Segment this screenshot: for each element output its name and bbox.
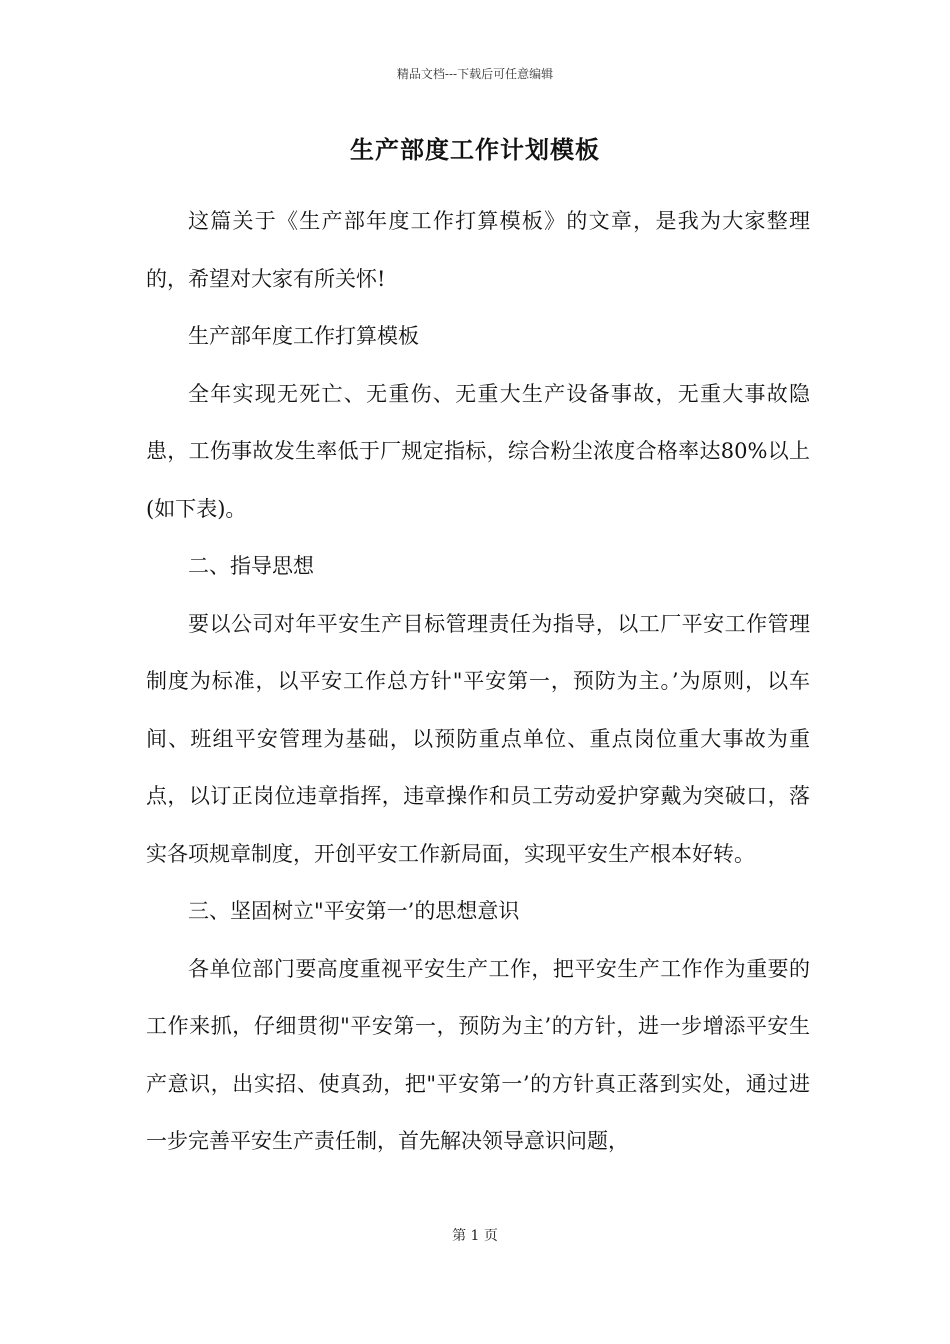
paragraph-subtitle: 生产部年度工作打算模板 xyxy=(188,324,419,348)
document-body xyxy=(146,193,810,1171)
page-header: 精品文档---下载后可任意编辑 xyxy=(396,67,554,81)
paragraph-safety-first: 各单位部门要高度重视平安生产工作，把平安生产工作作为重要的工作来抓，仔细贯彻"平安第一，预防为主’的方针，进一步增添平安生产意识，出实招、使真劲，把"平安第一’的方针真正落到实处，通过进一步完善平安生产责任制，首先解决领导意识问题， xyxy=(146,956,810,1153)
page-number: 第 1 页 xyxy=(452,1228,498,1244)
section-heading-safety-first: 三、坚固树立"平安第一’的思想意识 xyxy=(188,899,520,923)
paragraph-guiding-ideology: 要以公司对年平安生产目标管理责任为指导，以工厂平安工作管理制度为标准，以平安工作总方针"平安第一，预防为主。’为原则，以车间、班组平安管理为基础，以预防重点单位、重点岗位重大事故为重点，以订正岗位违章指挥，违章操作和员工劳动爱护穿戴为突破口，落实各项规章制度，开创平安工作新局面，实现平安生产根本好转。 xyxy=(146,611,810,866)
section-heading-guiding-ideology: 二、指导思想 xyxy=(188,554,314,578)
paragraph-intro: 这篇关于《生产部年度工作打算模板》的文章，是我为大家整理的，希望对大家有所关怀! xyxy=(146,209,810,291)
paragraph-goals: 全年实现无死亡、无重伤、无重大生产设备事故，无重大事故隐患，工伤事故发生率低于厂规定指标，综合粉尘浓度合格率达80%以上(如下表)。 xyxy=(146,381,810,521)
document-title: 生产部度工作计划模板 xyxy=(350,135,600,164)
